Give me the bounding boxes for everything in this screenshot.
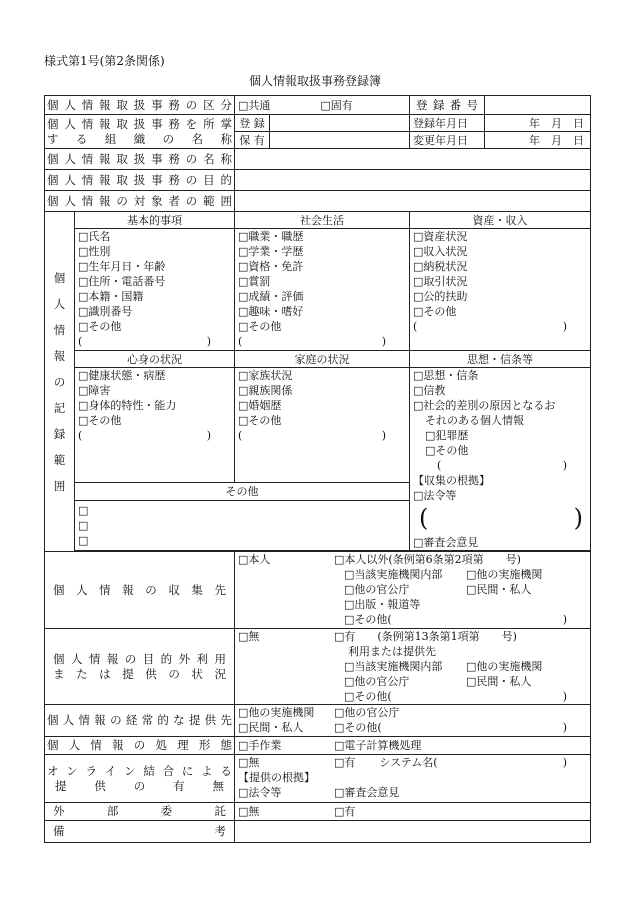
label-char: 扱 xyxy=(133,172,146,187)
thought-item: それのある個人情報 xyxy=(425,414,524,427)
label-char: す xyxy=(47,131,59,146)
label-char: 個 xyxy=(47,172,59,187)
other-items xyxy=(75,500,410,550)
record-range-char: 人 xyxy=(53,296,66,311)
label-char: 掌 xyxy=(220,116,232,131)
regular-provision-options: □他の実施機関 □他の官公庁 □民間・私人 □その他( ) xyxy=(235,705,591,737)
thought-item[interactable]: □その他 xyxy=(425,444,469,457)
label-char: の xyxy=(185,172,198,187)
outside-use-options: □無 □有 (条例第13条第1項第 号) 利用または提供先 □当該実施機関内部 □他の実施機関 □他の官公庁 □民間・私人 □その他( ) xyxy=(235,629,591,705)
outsource-yes-checkbox[interactable]: □有 xyxy=(334,805,356,818)
outside-other-gov-checkbox[interactable]: □他の官公庁 xyxy=(344,675,410,688)
assets-items: □資産状況 □収入状況 □納税状況 □取引状況 □公的扶助 □その他 ( ) xyxy=(410,229,591,351)
outside-sub-heading: 利用または提供先 xyxy=(348,645,436,658)
task-purpose-field[interactable] xyxy=(235,170,591,191)
label-char: 情 xyxy=(81,193,94,208)
record-range-char: 報 xyxy=(53,348,66,363)
thought-item[interactable]: □思想・信条 xyxy=(413,369,479,382)
label-char: 事 xyxy=(151,151,163,166)
label-char: 織 xyxy=(133,131,146,146)
label-char: な xyxy=(173,713,185,727)
regular-other-checkbox[interactable]: □その他( xyxy=(334,721,382,734)
label-char: 的 xyxy=(220,172,232,187)
label-char: 外 xyxy=(53,804,65,818)
label-char: 供 xyxy=(145,666,157,681)
keep-label: 保 有 xyxy=(235,132,270,149)
label-char: る xyxy=(75,131,88,146)
record-range-char: 個 xyxy=(53,270,66,285)
law-bracket[interactable]: ( ) xyxy=(419,504,583,532)
record-range-label xyxy=(45,212,75,552)
label-char: 備 xyxy=(53,824,65,838)
outside-other-checkbox[interactable]: □その他( xyxy=(344,690,392,703)
thought-item[interactable]: □社会的差別の原因となるお xyxy=(413,399,556,412)
other-header: その他 xyxy=(75,483,410,501)
label-char: 人 xyxy=(64,172,76,187)
regular-other-gov-checkbox[interactable]: □他の官公庁 xyxy=(334,706,400,719)
label-char: 目 xyxy=(203,172,215,187)
justified-label xyxy=(47,804,232,819)
task-name-label xyxy=(45,149,235,170)
outsource-none-checkbox[interactable]: □無 xyxy=(238,805,260,818)
label-char: 情 xyxy=(81,97,94,112)
label-char: 事 xyxy=(151,97,163,112)
basic-item-checkbox[interactable]: □性別 xyxy=(78,245,111,258)
reg-label: 登 録 xyxy=(235,115,270,132)
label-char: 報 xyxy=(99,151,111,166)
label-char: 取 xyxy=(116,151,128,166)
label-char: 登 xyxy=(416,97,428,112)
label-char: 個 xyxy=(53,651,65,666)
label-char: 提 xyxy=(122,666,134,681)
social-item-checkbox[interactable]: □その他 xyxy=(238,320,282,333)
label-char: 取 xyxy=(116,97,128,112)
label-char: 報 xyxy=(112,738,124,752)
label-char: 情 xyxy=(81,172,94,187)
mind-item-checkbox[interactable]: □身体的特性・能力 xyxy=(78,399,177,412)
assets-item-checkbox[interactable]: □資産状況 xyxy=(413,230,468,243)
label-char: 報 xyxy=(99,116,111,131)
division-label xyxy=(45,96,235,115)
outsource-options xyxy=(235,803,591,821)
label-char: 個 xyxy=(47,713,59,727)
label-char: の xyxy=(185,151,198,166)
other-org-checkbox[interactable]: □他の実施機関 xyxy=(466,568,543,581)
assets-header: 資産・収入 xyxy=(410,212,591,229)
label-char: 情 xyxy=(88,651,101,666)
regular-provision-label xyxy=(45,705,235,737)
label-char: 目 xyxy=(142,651,155,666)
label-char: 先 xyxy=(220,713,232,727)
outside-in-org-checkbox[interactable]: □当該実施機関内部 xyxy=(344,660,443,673)
label-char: 扱 xyxy=(133,116,146,131)
label-char: ま xyxy=(53,666,65,681)
label-char: 務 xyxy=(168,151,180,166)
remarks-label xyxy=(45,821,235,843)
label-char: 供 xyxy=(204,713,217,727)
label-char: の xyxy=(145,582,157,597)
label-char: 態 xyxy=(220,738,232,752)
process-options xyxy=(235,737,591,755)
label-char: 結 xyxy=(143,763,155,778)
label-char: 録 xyxy=(432,97,445,112)
label-char: 理 xyxy=(177,738,189,752)
label-char: 況 xyxy=(214,666,226,681)
label-char: 経 xyxy=(125,713,138,727)
label-char: 外 xyxy=(178,651,191,666)
computer-checkbox[interactable]: □電子計算機処理 xyxy=(334,739,422,752)
other-item[interactable]: □ xyxy=(78,533,89,547)
online-law-checkbox[interactable]: □法令等 xyxy=(238,786,282,799)
other-item[interactable]: □ xyxy=(78,503,89,517)
record-range-char: 記 xyxy=(53,400,66,415)
label-char: 提 xyxy=(188,713,201,727)
self-checkbox[interactable]: □本人 xyxy=(238,553,271,566)
assets-item-checkbox[interactable]: □収入状況 xyxy=(413,245,468,258)
specific-checkbox[interactable]: □固有 xyxy=(320,98,353,112)
label-char: 報 xyxy=(99,193,111,208)
record-range-char: 囲 xyxy=(53,478,66,493)
family-item-checkbox[interactable]: □婚姻歴 xyxy=(238,399,282,412)
regular-other-org-checkbox[interactable]: □他の実施機関 xyxy=(238,706,315,719)
label-char: 個 xyxy=(47,116,59,131)
basic-item-checkbox[interactable]: □本籍・国籍 xyxy=(78,290,144,303)
label-char: 分 xyxy=(220,97,232,112)
label-char: 収 xyxy=(168,582,180,597)
basic-item-checkbox[interactable]: □住所・電話番号 xyxy=(78,275,166,288)
label-char: ン xyxy=(124,763,136,778)
justified-label xyxy=(47,738,232,753)
label-char: 人 xyxy=(70,651,83,666)
basic-item-checkbox[interactable]: □生年月日・年齢 xyxy=(78,260,166,273)
family-header: 家庭の状況 xyxy=(235,351,410,368)
label-char: 者 xyxy=(168,193,180,208)
thought-header: 思想・信条等 xyxy=(410,351,591,368)
mind-item-checkbox[interactable]: □健康状態・病歴 xyxy=(78,369,166,382)
label-char: 合 xyxy=(162,763,175,778)
family-items: □家族状況 □親族関係 □婚姻歴 □その他 ( ) xyxy=(235,368,410,483)
mind-items: □健康状態・病歴 □障害 □身体的特性・能力 □その他 ( ) xyxy=(75,368,235,483)
justified-label xyxy=(412,98,482,113)
label-char: 務 xyxy=(168,97,180,112)
online-council-checkbox[interactable]: □審査会意見 xyxy=(334,786,400,799)
provide-basis-heading: 【提供の根拠】 xyxy=(238,771,315,784)
label-char: の xyxy=(185,97,198,112)
outside-none-checkbox[interactable]: □無 xyxy=(238,630,260,643)
social-header: 社会生活 xyxy=(235,212,410,229)
justified-label xyxy=(47,824,232,839)
in-org-checkbox[interactable]: □当該実施機関内部 xyxy=(344,568,443,581)
label-char: 委 xyxy=(160,804,173,818)
label-char: 人 xyxy=(64,193,76,208)
justified-label xyxy=(47,117,232,132)
label-char: 取 xyxy=(116,116,128,131)
justified-label xyxy=(47,194,232,209)
label-char: 人 xyxy=(68,738,81,752)
form-id: 様式第1号(第2条関係) xyxy=(44,54,165,68)
label-char: の xyxy=(133,778,146,793)
label-char: 状 xyxy=(191,666,203,681)
justified-label xyxy=(47,764,232,779)
label-char: 象 xyxy=(151,193,163,208)
registration-table xyxy=(44,95,591,843)
private-checkbox[interactable]: □民間・私人 xyxy=(466,583,532,596)
label-char: オ xyxy=(47,763,59,778)
label-char: 情 xyxy=(81,116,94,131)
page-title: 個人情報取扱事務登録簿 xyxy=(248,74,381,88)
label-char: の xyxy=(168,666,180,681)
label-char: 人 xyxy=(62,713,75,727)
label-char: 情 xyxy=(99,582,111,597)
system-name-field[interactable]: システム名( xyxy=(379,756,438,769)
record-range-char: 範 xyxy=(53,452,66,467)
reg-date-label: 登録年月日 xyxy=(410,115,485,132)
justified-label xyxy=(47,98,232,113)
not-self-checkbox[interactable]: □本人以外(条例第6条第2項第 号) xyxy=(334,553,521,566)
label-char: 有 xyxy=(173,778,185,793)
reg-no-field[interactable] xyxy=(485,96,591,115)
label-char: 的 xyxy=(160,651,173,666)
online-label xyxy=(45,755,235,803)
task-name-field[interactable] xyxy=(235,149,591,170)
label-char: 人 xyxy=(64,151,76,166)
label-char: 名 xyxy=(203,151,215,166)
mind-item-checkbox[interactable]: □障害 xyxy=(78,384,111,397)
justified-label xyxy=(47,583,232,598)
family-item-checkbox[interactable]: □親族関係 xyxy=(238,384,293,397)
record-range-char: 録 xyxy=(53,426,66,441)
record-range-char: 情 xyxy=(53,322,66,337)
label-char: 人 xyxy=(64,97,76,112)
social-item-checkbox[interactable]: □職業・職歴 xyxy=(238,230,304,243)
family-item-checkbox[interactable]: □家族状況 xyxy=(238,369,293,382)
record-range-char: の xyxy=(53,374,66,389)
other-item[interactable]: □ xyxy=(78,518,89,532)
label-char: 務 xyxy=(168,172,180,187)
outside-private-checkbox[interactable]: □民間・私人 xyxy=(466,675,532,688)
press-checkbox[interactable]: □出版・報道等 xyxy=(344,598,421,611)
mind-header: 心身の状況 xyxy=(75,351,235,368)
outside-other-org-checkbox[interactable]: □他の実施機関 xyxy=(466,660,543,673)
label-char: の xyxy=(185,193,198,208)
label-char: 人 xyxy=(76,582,88,597)
outside-use-label xyxy=(45,629,235,705)
collect-label xyxy=(45,552,235,629)
label-char: 個 xyxy=(47,738,59,752)
label-char: 取 xyxy=(116,172,128,187)
label-char: 事 xyxy=(151,116,163,131)
mind-item-checkbox[interactable]: □その他 xyxy=(78,414,122,427)
label-char: よ xyxy=(201,763,213,778)
label-char: 個 xyxy=(47,97,59,112)
justified-label xyxy=(47,652,232,667)
social-item-checkbox[interactable]: □趣味・嗜好 xyxy=(238,305,304,318)
justified-label xyxy=(47,132,232,147)
assets-item-checkbox[interactable]: □納税状況 xyxy=(413,260,468,273)
label-char: 報 xyxy=(99,172,111,187)
label-char: 区 xyxy=(203,97,215,112)
label-char: に xyxy=(181,763,194,778)
label-char: 個 xyxy=(47,193,59,208)
label-char: 組 xyxy=(104,131,117,146)
label-char: 先 xyxy=(214,582,226,597)
label-char: ラ xyxy=(85,763,98,778)
label-char: た xyxy=(76,666,88,681)
division-options xyxy=(235,96,410,115)
label-char: 情 xyxy=(78,713,91,727)
label-char: の xyxy=(133,738,146,752)
label-char: 供 xyxy=(94,778,106,793)
basic-item-checkbox[interactable]: □氏名 xyxy=(78,230,111,243)
label-char: 対 xyxy=(133,193,146,208)
online-none-checkbox[interactable]: □無 xyxy=(238,756,260,769)
social-item-checkbox[interactable]: □成績・評価 xyxy=(238,290,304,303)
collect-options: □本人 □本人以外(条例第6条第2項第 号) □当該実施機関内部 □他の実施機関 □他の官公庁 □民間・私人 □出版・報道等 □その他( ) xyxy=(235,552,591,629)
label-char: 常 xyxy=(141,713,154,727)
label-char: 用 xyxy=(214,651,226,666)
remarks-field[interactable] xyxy=(235,821,591,843)
label-char: 個 xyxy=(53,582,65,597)
keep-org-field[interactable] xyxy=(270,132,410,149)
label-char: 部 xyxy=(106,804,119,818)
label-char: 提 xyxy=(55,778,67,793)
label-char: 称 xyxy=(220,151,232,166)
outsource-label xyxy=(45,803,235,821)
social-items: □職業・職歴 □学業・学歴 □資格・免許 □賞罰 □成績・評価 □趣味・嗜好 □その他 ( ) xyxy=(235,229,410,351)
label-char: ン xyxy=(66,763,78,778)
label-char: 範 xyxy=(203,193,215,208)
thought-item[interactable]: □信教 xyxy=(413,384,446,397)
label-char: 利 xyxy=(196,651,208,666)
common-checkbox[interactable]: □共通 xyxy=(238,98,271,112)
subject-range-field[interactable] xyxy=(235,191,591,212)
thought-item[interactable]: □犯罪歴 xyxy=(425,429,469,442)
law-checkbox[interactable]: □法令等 xyxy=(413,489,457,502)
label-char: 情 xyxy=(90,738,102,752)
label-char: は xyxy=(99,666,111,681)
label-char: を xyxy=(185,116,198,131)
justified-label xyxy=(47,173,232,188)
subject-range-label xyxy=(45,191,235,212)
label-char: 報 xyxy=(122,582,134,597)
label-char: の xyxy=(116,193,128,208)
label-char: 所 xyxy=(203,116,215,131)
thought-items: □思想・信条 □信教 □社会的差別の原因となるお それのある個人情報 □犯罪歴 □その他 ( ) 【収集の根拠】 □法令等 ( ) □審査会意見 xyxy=(410,368,591,551)
justified-label xyxy=(47,779,232,794)
label-char: 報 xyxy=(94,713,106,727)
other-gov-checkbox[interactable]: □他の官公庁 xyxy=(344,583,410,596)
label-char: 的 xyxy=(157,713,169,727)
assets-item-checkbox[interactable]: □公的扶助 xyxy=(413,290,468,303)
label-char: 人 xyxy=(64,116,76,131)
justified-label xyxy=(47,667,232,682)
label-char: 号 xyxy=(466,97,478,112)
label-char: 称 xyxy=(220,131,232,146)
basic-items: □氏名 □性別 □生年月日・年齢 □住所・電話番号 □本籍・国籍 □識別番号 □その他 ( ) xyxy=(75,229,235,351)
label-char: 個 xyxy=(47,151,59,166)
assets-item-checkbox[interactable]: □その他 xyxy=(413,305,457,318)
assets-item-checkbox[interactable]: □取引状況 xyxy=(413,275,468,288)
collect-basis-heading: 【収集の根拠】 xyxy=(413,474,490,487)
label-char: の xyxy=(124,651,137,666)
manual-checkbox[interactable]: □手作業 xyxy=(238,739,282,752)
label-char: 番 xyxy=(449,97,462,112)
reg-no-label xyxy=(410,96,485,115)
label-char: 務 xyxy=(168,116,180,131)
label-char: 集 xyxy=(191,582,203,597)
regular-private-checkbox[interactable]: □民間・私人 xyxy=(238,721,304,734)
label-char: 託 xyxy=(214,804,226,818)
family-item-checkbox[interactable]: □その他 xyxy=(238,414,282,427)
label-char: 考 xyxy=(214,824,226,838)
basic-header: 基本的事項 xyxy=(75,212,235,229)
other-source-checkbox[interactable]: □その他( xyxy=(344,613,392,626)
label-char: 無 xyxy=(212,778,224,793)
label-char: 扱 xyxy=(133,151,146,166)
label-char: 囲 xyxy=(220,193,232,208)
social-item-checkbox[interactable]: □賞罰 xyxy=(238,275,271,288)
process-label xyxy=(45,737,235,755)
label-char: 形 xyxy=(198,738,211,752)
org-name-label xyxy=(45,115,235,149)
outside-yes-checkbox[interactable]: □有 (条例第13条第1項第 号) xyxy=(334,630,517,643)
label-char: 扱 xyxy=(133,97,146,112)
chg-date-label: 変更年月日 xyxy=(410,132,485,149)
basic-item-checkbox[interactable]: □識別番号 xyxy=(78,305,133,318)
label-char: 処 xyxy=(155,738,167,752)
justified-label xyxy=(47,713,232,728)
justified-label xyxy=(47,152,232,167)
basic-item-checkbox[interactable]: □その他 xyxy=(78,320,122,333)
online-yes-checkbox[interactable]: □有 xyxy=(334,756,356,769)
social-item-checkbox[interactable]: □学業・学歴 xyxy=(238,245,304,258)
online-options: □無 □有 システム名( ) 【提供の根拠】 □法令等 □審査会意見 xyxy=(235,755,591,803)
label-char: 情 xyxy=(81,151,94,166)
task-purpose-label xyxy=(45,170,235,191)
chg-date-field[interactable]: 年 月 日 xyxy=(485,132,591,149)
label-char: る xyxy=(220,763,232,778)
reg-date-field[interactable]: 年 月 日 xyxy=(485,115,591,132)
label-char: 報 xyxy=(99,97,111,112)
label-char: 名 xyxy=(191,131,204,146)
council-checkbox[interactable]: □審査会意見 xyxy=(413,536,479,549)
label-char: 事 xyxy=(151,172,163,187)
label-char: の xyxy=(162,131,175,146)
reg-org-field[interactable] xyxy=(270,115,410,132)
label-char: イ xyxy=(104,763,117,778)
label-char: 報 xyxy=(106,651,119,666)
label-char: の xyxy=(110,713,122,727)
social-item-checkbox[interactable]: □資格・免許 xyxy=(238,260,304,273)
